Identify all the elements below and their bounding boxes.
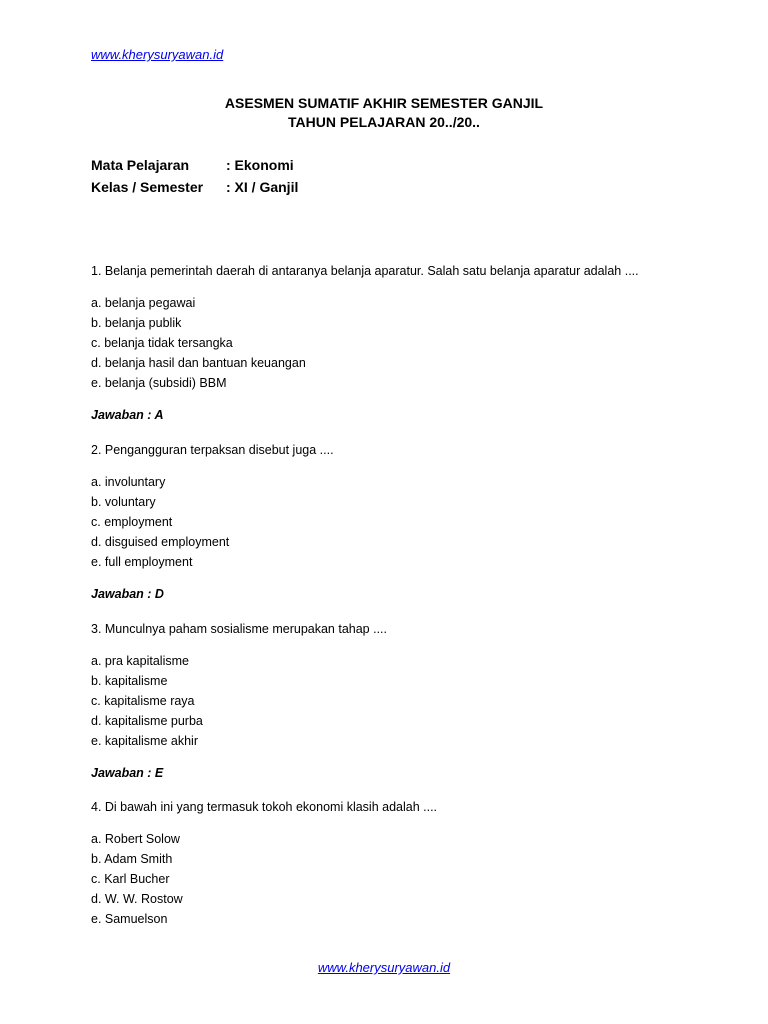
- question-stem: 2. Pengangguran terpaksan disebut juga ....: [91, 443, 334, 457]
- header-website-link[interactable]: www.kherysuryawan.id: [91, 47, 224, 62]
- option-a: a. Robert Solow: [91, 832, 180, 846]
- question-3: [91, 619, 731, 796]
- subject-value: : Ekonomi: [226, 157, 294, 173]
- class-value: : XI / Ganjil: [226, 179, 299, 195]
- option-e: e. Samuelson: [91, 912, 168, 926]
- option-c: c. kapitalisme raya: [91, 694, 195, 708]
- question-4: [91, 797, 731, 929]
- document-title-line-2: TAHUN PELAJARAN 20../20..: [288, 114, 480, 130]
- document-title-line-1: ASESMEN SUMATIF AKHIR SEMESTER GANJIL: [224, 95, 544, 111]
- subject-row: [91, 157, 294, 175]
- answer-key: Jawaban : D: [91, 587, 164, 601]
- option-a: a. pra kapitalisme: [91, 654, 189, 668]
- answer-key: Jawaban : E: [91, 766, 164, 780]
- question-2: [91, 440, 731, 617]
- option-b: b. belanja publik: [91, 316, 182, 330]
- option-b: b. voluntary: [91, 495, 156, 509]
- option-e: e. full employment: [91, 555, 193, 569]
- question-stem: 4. Di bawah ini yang termasuk tokoh ekonomi klasih adalah ....: [91, 800, 438, 814]
- question-1: [91, 261, 731, 438]
- option-d: d. belanja hasil dan bantuan keuangan: [91, 356, 306, 370]
- question-stem: 3. Munculnya paham sosialisme merupakan tahap ....: [91, 622, 387, 636]
- option-a: a. involuntary: [91, 475, 166, 489]
- option-d: d. kapitalisme purba: [91, 714, 203, 728]
- footer-website-link[interactable]: www.kherysuryawan.id: [317, 960, 451, 975]
- option-e: e. kapitalisme akhir: [91, 734, 198, 748]
- question-stem: 1. Belanja pemerintah daerah di antaranya belanja aparatur. Salah satu belanja aparatur adalah ....: [91, 264, 639, 278]
- subject-label: Mata Pelajaran: [91, 157, 190, 173]
- class-label: Kelas / Semester: [91, 179, 204, 195]
- option-b: b. Adam Smith: [91, 852, 173, 866]
- option-d: d. disguised employment: [91, 535, 230, 549]
- option-d: d. W. W. Rostow: [91, 892, 183, 906]
- option-c: c. belanja tidak tersangka: [91, 336, 233, 350]
- option-a: a. belanja pegawai: [91, 296, 196, 310]
- class-row: [91, 179, 298, 197]
- option-c: c. Karl Bucher: [91, 872, 170, 886]
- option-b: b. kapitalisme: [91, 674, 168, 688]
- option-e: e. belanja (subsidi) BBM: [91, 376, 227, 390]
- answer-key: Jawaban : A: [91, 408, 164, 422]
- option-c: c. employment: [91, 515, 173, 529]
